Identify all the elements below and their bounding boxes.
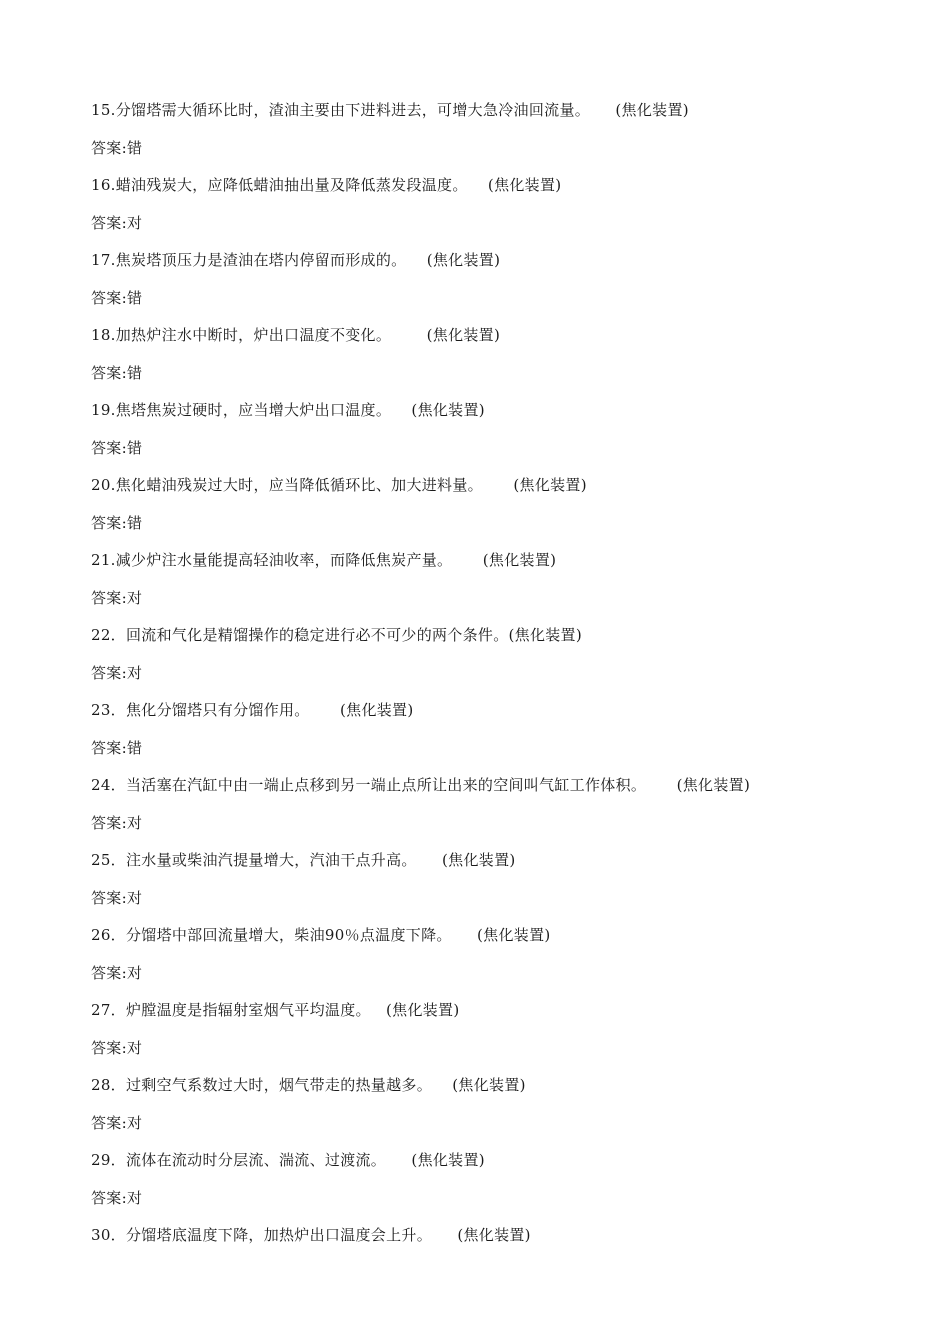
answer-text: 答案:对 (91, 663, 143, 682)
answer-text: 答案:错 (91, 138, 143, 157)
question-text: 15.分馏塔需大循环比时，渣油主要由下进料进去，可增大急冷油回流量。 (焦化装置) (91, 101, 689, 119)
answer-text: 答案:错 (91, 288, 143, 307)
answer-text: 答案:对 (91, 888, 143, 907)
answer-text: 答案:错 (91, 438, 143, 457)
question-text: 18.加热炉注水中断时，炉出口温度不变化。 (焦化装置) (91, 326, 501, 344)
question-text: 23．焦化分馏塔只有分馏作用。 (焦化装置) (91, 701, 414, 719)
answer-text: 答案:对 (91, 813, 143, 832)
answer-text: 答案:对 (91, 588, 143, 607)
question-text: 24．当活塞在汽缸中由一端止点移到另一端止点所让出来的空间叫气缸工作体积。 (焦化装置) (91, 776, 751, 794)
question-text: 28．过剩空气系数过大时，烟气带走的热量越多。 (焦化装置) (91, 1076, 526, 1094)
answer-text: 答案:对 (91, 213, 143, 232)
question-text: 17.焦炭塔顶压力是渣油在塔内停留而形成的。 (焦化装置) (91, 251, 501, 269)
question-text: 25．注水量或柴油汽提量增大，汽油干点升高。 (焦化装置) (91, 851, 516, 869)
answer-text: 答案:错 (91, 738, 143, 757)
question-text: 22．回流和气化是精馏操作的稳定进行必不可少的两个条件。(焦化装置) (91, 626, 582, 644)
question-text: 27．炉膛温度是指辐射室烟气平均温度。 (焦化装置) (91, 1001, 460, 1019)
answer-text: 答案:错 (91, 513, 143, 532)
question-list (91, 97, 911, 1260)
question-text: 26．分馏塔中部回流量增大，柴油90％点温度下降。 (焦化装置) (91, 926, 551, 944)
answer-text: 答案:错 (91, 363, 143, 382)
question-text: 30．分馏塔底温度下降，加热炉出口温度会上升。 (焦化装置) (91, 1226, 531, 1244)
question-text: 19.焦塔焦炭过硬时，应当增大炉出口温度。 (焦化装置) (91, 401, 485, 419)
question-text: 29．流体在流动时分层流、湍流、过渡流。 (焦化装置) (91, 1151, 485, 1169)
answer-text: 答案:对 (91, 1113, 143, 1132)
question-text: 20.焦化蜡油残炭过大时，应当降低循环比、加大进料量。 (焦化装置) (91, 476, 587, 494)
answer-text: 答案:对 (91, 1188, 143, 1207)
answer-text: 答案:对 (91, 963, 143, 982)
question-text: 16.蜡油残炭大，应降低蜡油抽出量及降低蒸发段温度。 (焦化装置) (91, 176, 562, 194)
answer-text: 答案:对 (91, 1038, 143, 1057)
question-text: 21.减少炉注水量能提高轻油收率，而降低焦炭产量。 (焦化装置) (91, 551, 557, 569)
